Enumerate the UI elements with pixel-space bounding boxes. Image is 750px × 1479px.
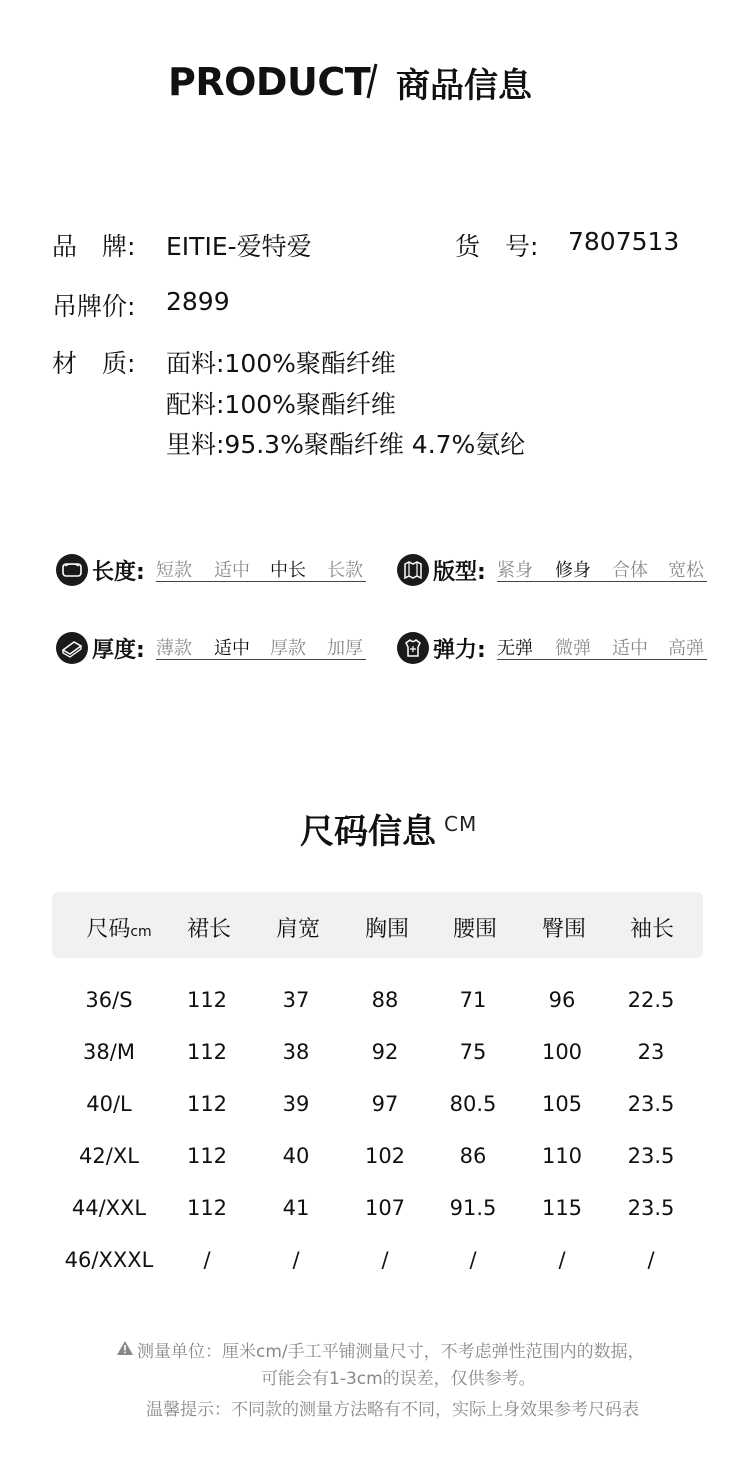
table-cell: / [647, 1248, 655, 1272]
title-chinese: 商品信息 [396, 66, 532, 106]
header-hip: 臀围 [541, 917, 586, 942]
table-cell: / [203, 1248, 211, 1272]
table-row [52, 1092, 703, 1132]
option-extra-thick: 加厚 [327, 638, 363, 659]
header-dress-length: 裙长 [186, 917, 231, 942]
brand-label: 品 牌: [52, 232, 136, 261]
page-title [0, 56, 750, 108]
table-cell: 23.5 [627, 1196, 675, 1220]
option-thick: 厚款 [270, 638, 306, 659]
table-row [52, 1248, 703, 1288]
table-cell: 44/XXL [71, 1196, 147, 1220]
table-cell: 115 [541, 1196, 583, 1220]
table-cell: 96 [548, 988, 576, 1012]
table-cell: 40/L [86, 1092, 132, 1116]
note-measurement: 测量单位：厘米cm/手工平铺测量尺寸，不考虑弹性范围内的数据， [137, 1342, 645, 1362]
header-size: 尺码cm [86, 917, 152, 942]
thickness-icon [56, 632, 88, 664]
price-label: 吊牌价: [52, 292, 136, 321]
option-thin: 薄款 [156, 638, 192, 659]
brand-value: EITIE-爱特爱 [166, 232, 312, 261]
item-no-label: 货 号: [455, 232, 539, 261]
option-slight: 微弹 [555, 638, 591, 659]
warning-icon [116, 1340, 134, 1356]
table-row [52, 988, 703, 1028]
table-cell: 107 [364, 1196, 406, 1220]
table-cell: 23 [637, 1040, 665, 1064]
attribute-label: 长度: [92, 560, 145, 585]
table-cell: 100 [541, 1040, 583, 1064]
price-value: 2899 [166, 287, 230, 316]
attribute-elasticity [397, 632, 712, 668]
header-waist: 腰围 [452, 917, 497, 942]
material-line: 里料:95.3%聚酯纤维 4.7%氨纶 [166, 430, 526, 459]
table-cell: 42/XL [79, 1144, 139, 1168]
table-row [52, 1040, 703, 1080]
option-normal: 适中 [214, 638, 250, 659]
attribute-label: 版型: [433, 560, 486, 585]
table-cell: 37 [282, 988, 310, 1012]
attribute-length [56, 554, 371, 590]
option-loose: 宽松 [668, 560, 704, 581]
table-cell: 112 [186, 988, 228, 1012]
material-line: 面料:100%聚酯纤维 [166, 349, 396, 378]
length-icon [56, 554, 88, 586]
option-high: 高弹 [668, 638, 704, 659]
table-cell: 23.5 [627, 1144, 675, 1168]
option-tight: 紧身 [497, 560, 533, 581]
table-cell: 80.5 [449, 1092, 497, 1116]
table-cell: 36/S [85, 988, 133, 1012]
table-cell: 112 [186, 1040, 228, 1064]
option-midlong: 中长 [270, 560, 306, 581]
title-english: PRODUCT [168, 60, 371, 104]
elasticity-icon [397, 632, 429, 664]
note-tolerance: 可能会有1-3cm的误差，仅供参考。 [261, 1369, 536, 1389]
attribute-label: 厚度: [92, 638, 145, 663]
table-cell: 112 [186, 1196, 228, 1220]
option-moderate: 适中 [612, 638, 648, 659]
attribute-options [156, 556, 366, 582]
table-cell: 23.5 [627, 1092, 675, 1116]
option-long: 长款 [327, 560, 363, 581]
material-label: 材 质: [52, 349, 136, 378]
attribute-options [497, 556, 707, 582]
table-cell: 86 [459, 1144, 487, 1168]
table-cell: 105 [541, 1092, 583, 1116]
table-cell: 97 [371, 1092, 399, 1116]
table-cell: 110 [541, 1144, 583, 1168]
header-chest: 胸围 [364, 917, 409, 942]
table-cell: 75 [459, 1040, 487, 1064]
table-cell: 38/M [83, 1040, 135, 1064]
option-slim: 修身 [555, 560, 591, 581]
table-row [52, 1196, 703, 1236]
table-cell: 41 [282, 1196, 310, 1220]
attribute-fit [397, 554, 712, 590]
note-tip: 温馨提示：不同款的测量方法略有不同，实际上身效果参考尺码表 [146, 1400, 639, 1420]
table-cell: 22.5 [627, 988, 675, 1012]
size-section-title: 尺码信息 [300, 812, 436, 852]
option-regular: 合体 [612, 560, 648, 581]
table-cell: 46/XXXL [64, 1248, 154, 1272]
attribute-thickness [56, 632, 371, 668]
table-cell: / [381, 1248, 389, 1272]
option-none: 无弹 [497, 638, 533, 659]
material-line: 配料:100%聚酯纤维 [166, 390, 396, 419]
table-cell: / [469, 1248, 477, 1272]
fit-icon [397, 554, 429, 586]
attribute-options [497, 634, 707, 660]
table-cell: / [558, 1248, 566, 1272]
header-sleeve: 袖长 [629, 917, 674, 942]
table-cell: 40 [282, 1144, 310, 1168]
table-cell: 112 [186, 1092, 228, 1116]
table-cell: 91.5 [449, 1196, 497, 1220]
attribute-options [156, 634, 366, 660]
attribute-label: 弹力: [433, 638, 486, 663]
option-medium: 适中 [214, 560, 250, 581]
size-unit: CM [444, 812, 478, 836]
table-cell: / [292, 1248, 300, 1272]
table-cell: 88 [371, 988, 399, 1012]
table-cell: 112 [186, 1144, 228, 1168]
table-cell: 92 [371, 1040, 399, 1064]
table-cell: 38 [282, 1040, 310, 1064]
table-cell: 39 [282, 1092, 310, 1116]
table-cell: 71 [459, 988, 487, 1012]
size-table-header [52, 892, 703, 958]
header-shoulder: 肩宽 [275, 917, 320, 942]
item-no-value: 7807513 [568, 227, 680, 256]
title-divider [364, 58, 380, 102]
option-short: 短款 [156, 560, 192, 581]
table-row [52, 1144, 703, 1184]
table-cell: 102 [364, 1144, 406, 1168]
